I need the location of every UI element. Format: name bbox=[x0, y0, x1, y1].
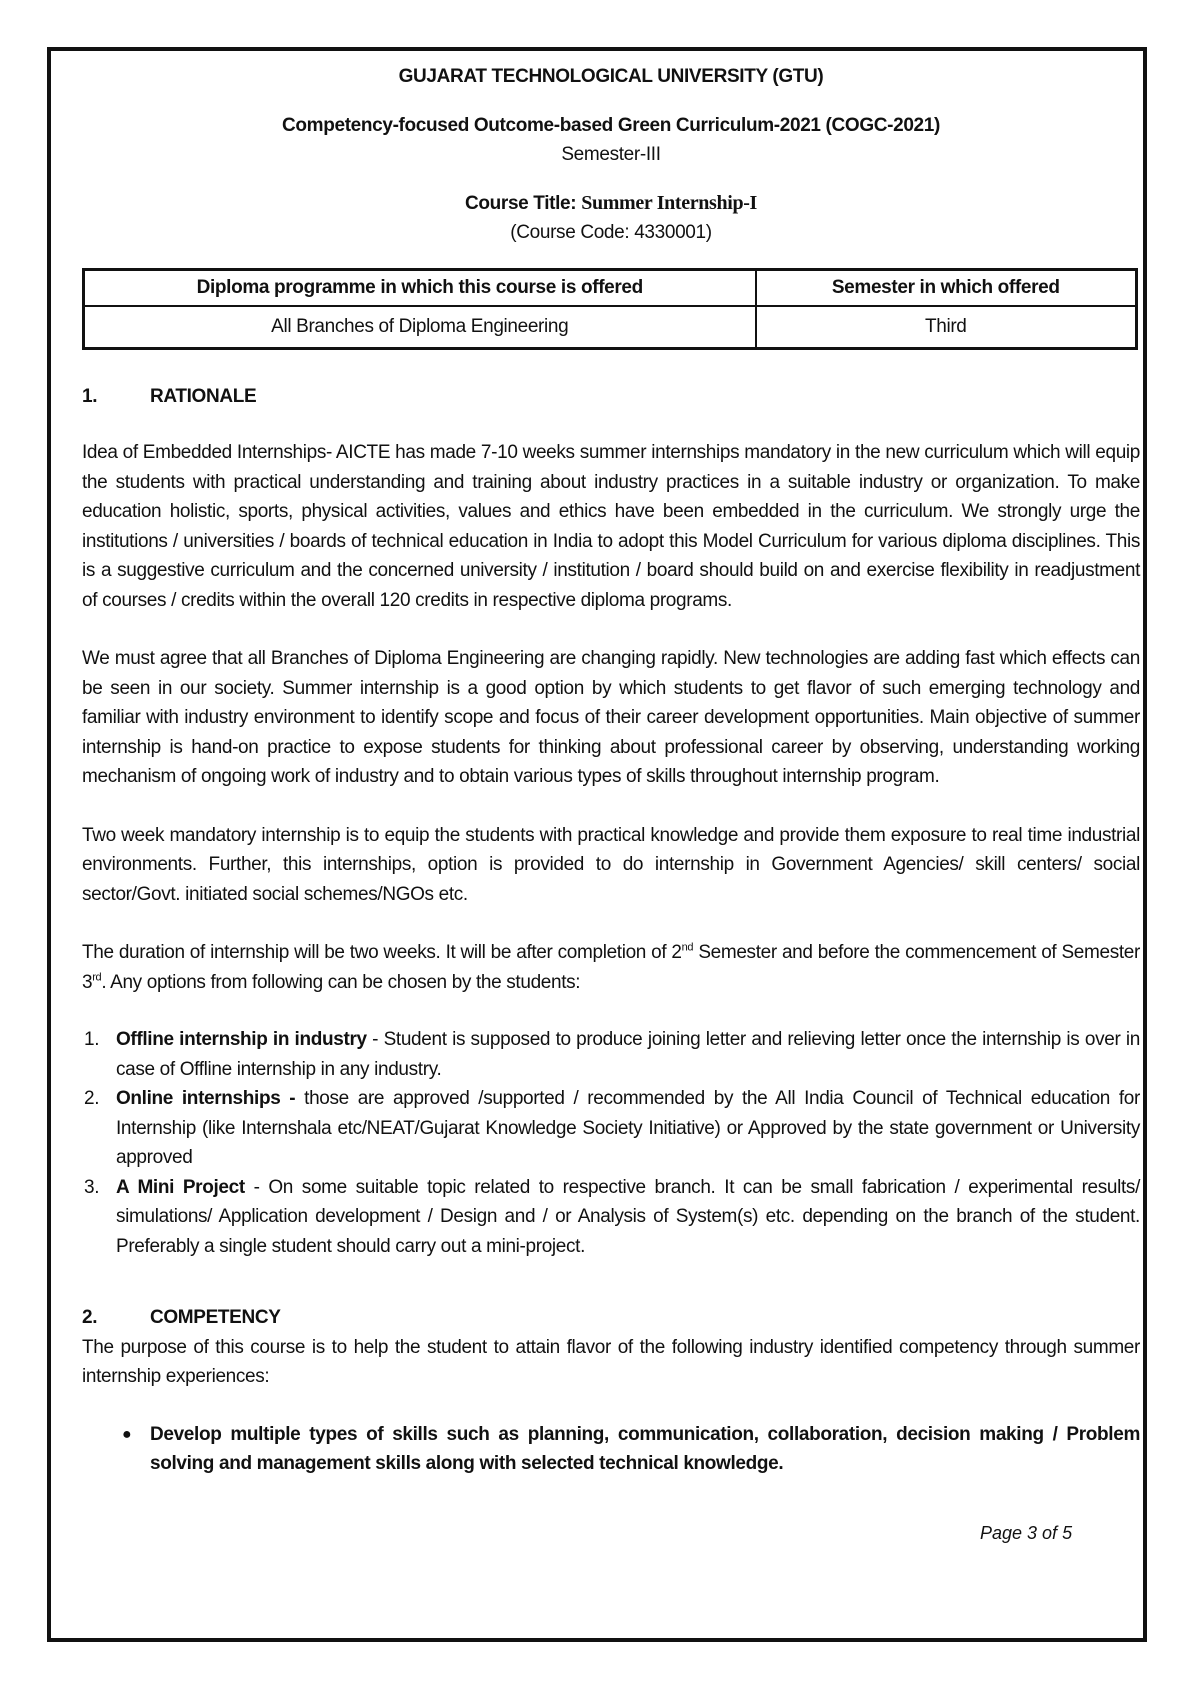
option-text: - Student is supposed to produce joining letter and relieving letter once the internship is over in case of Offline internship in any industry. bbox=[116, 1029, 1140, 1080]
option-title: A Mini Project bbox=[116, 1176, 245, 1198]
table-header-row bbox=[84, 269, 1137, 306]
section-title: RATIONALE bbox=[150, 385, 257, 407]
superscript: nd bbox=[681, 941, 694, 954]
semester-label: Semester-III bbox=[561, 144, 661, 165]
internship-options-list bbox=[82, 1025, 1140, 1261]
table-row bbox=[84, 306, 1137, 349]
list-item bbox=[82, 1420, 1140, 1479]
list-marker: 2. bbox=[84, 1088, 100, 1109]
course-title-label: Course Title: bbox=[465, 192, 582, 214]
competency-text: Develop multiple types of skills such as planning, communication, collaboration, decision making / Problem solving and management skills along with selected technical knowledge. bbox=[150, 1423, 1140, 1474]
duration-text: The duration of internship will be two weeks. It will be after completion of 2 bbox=[82, 942, 682, 963]
rationale-paragraph: Idea of Embedded Internships- AICTE has made 7-10 weeks summer internships mandatory in the new curriculum which will equip the students with practical understanding and training about industry practices in a suitable industry or organization. To make education holistic, sports, physical activities, values and ethics have been embedded in the curriculum. We strongly urge the institutions / universities / boards of technical education in India to adopt this Model Curriculum for various diploma disciplines. This is a suggestive curriculum and the concerned university / institution / board should build on and exercise flexibility in readjustment of courses / credits within the overall 120 credits in respective diploma programs. bbox=[82, 442, 1140, 611]
competency-list bbox=[82, 1420, 1140, 1479]
duration-text: . Any options from following can be chosen by the students: bbox=[101, 971, 581, 993]
option-title: Online internships - bbox=[116, 1088, 296, 1109]
rationale-paragraph: Two week mandatory internship is to equip the students with practical knowledge and provide them exposure to real time industrial environments. Further, this internships, option is provided to do internship in Government Agencies/ skill centers/ social sector/Govt. initiated social schemes/NGOs etc. bbox=[82, 824, 1140, 905]
course-title bbox=[82, 189, 1140, 219]
university-title: GUJARAT TECHNOLOGICAL UNIVERSITY (GTU) bbox=[398, 66, 824, 87]
list-marker: 3. bbox=[84, 1176, 100, 1198]
superscript: rd bbox=[92, 971, 102, 984]
option-text: those are approved /supported / recommended by the All India Council of Technical education for Internship (like Internshala etc/NEAT/Gujarat Knowledge Society Initiative) or Approved by the state government or University approved bbox=[116, 1088, 1140, 1168]
table-cell-semester: Third bbox=[756, 306, 1137, 349]
section-heading-rationale bbox=[82, 382, 1140, 412]
table-cell-programme: All Branches of Diploma Engineering bbox=[84, 306, 756, 349]
table-header-programme: Diploma programme in which this course is offered bbox=[84, 269, 756, 306]
section-heading-competency bbox=[82, 1303, 1140, 1333]
option-title: Offline internship in industry bbox=[116, 1029, 367, 1050]
course-title-value: Summer Internship-I bbox=[581, 191, 757, 214]
document-body bbox=[82, 62, 1140, 1479]
rationale-paragraph: We must agree that all Branches of Diploma Engineering are changing rapidly. New technologies are adding fast which effects can be seen in our society. Summer internship is a good option by which students to get flavor of such emerging technology and familiar with industry environment to identify scope and focus of their career development opportunities. Main objective of summer internship is hand-on practice to expose students for thinking about professional career by observing, understanding working mechanism of ongoing work of industry and to obtain various types of skills throughout internship program. bbox=[82, 648, 1140, 787]
list-item bbox=[82, 1173, 1140, 1262]
competency-intro: The purpose of this course is to help the student to attain flavor of the following industry identified competency through summer internship experiences: bbox=[82, 1336, 1140, 1387]
section-title: COMPETENCY bbox=[150, 1307, 281, 1328]
list-item bbox=[82, 1025, 1140, 1084]
list-marker: 1. bbox=[84, 1029, 100, 1050]
table-header-semester: Semester in which offered bbox=[756, 269, 1137, 306]
page-number: Page 3 of 5 bbox=[980, 1523, 1073, 1543]
offering-table bbox=[82, 268, 1138, 350]
section-number: 2. bbox=[82, 1307, 98, 1328]
duration-text: Semester and before the commencement of Semester 3 bbox=[82, 942, 1140, 993]
course-code: (Course Code: 4330001) bbox=[510, 222, 712, 243]
option-text: - On some suitable topic related to respective branch. It can be small fabrication / experimental results/ simulations/ Application development / Design and / or Analysis of System(s) etc. depending on the branch of the student. Preferably a single student should carry out a mini-project. bbox=[116, 1176, 1141, 1257]
curriculum-title: Competency-focused Outcome-based Green Curriculum-2021 (COGC-2021) bbox=[282, 114, 940, 136]
bullet-icon: ● bbox=[122, 1425, 132, 1443]
list-item bbox=[82, 1084, 1140, 1173]
duration-paragraph bbox=[82, 938, 1140, 997]
section-number: 1. bbox=[82, 385, 98, 407]
